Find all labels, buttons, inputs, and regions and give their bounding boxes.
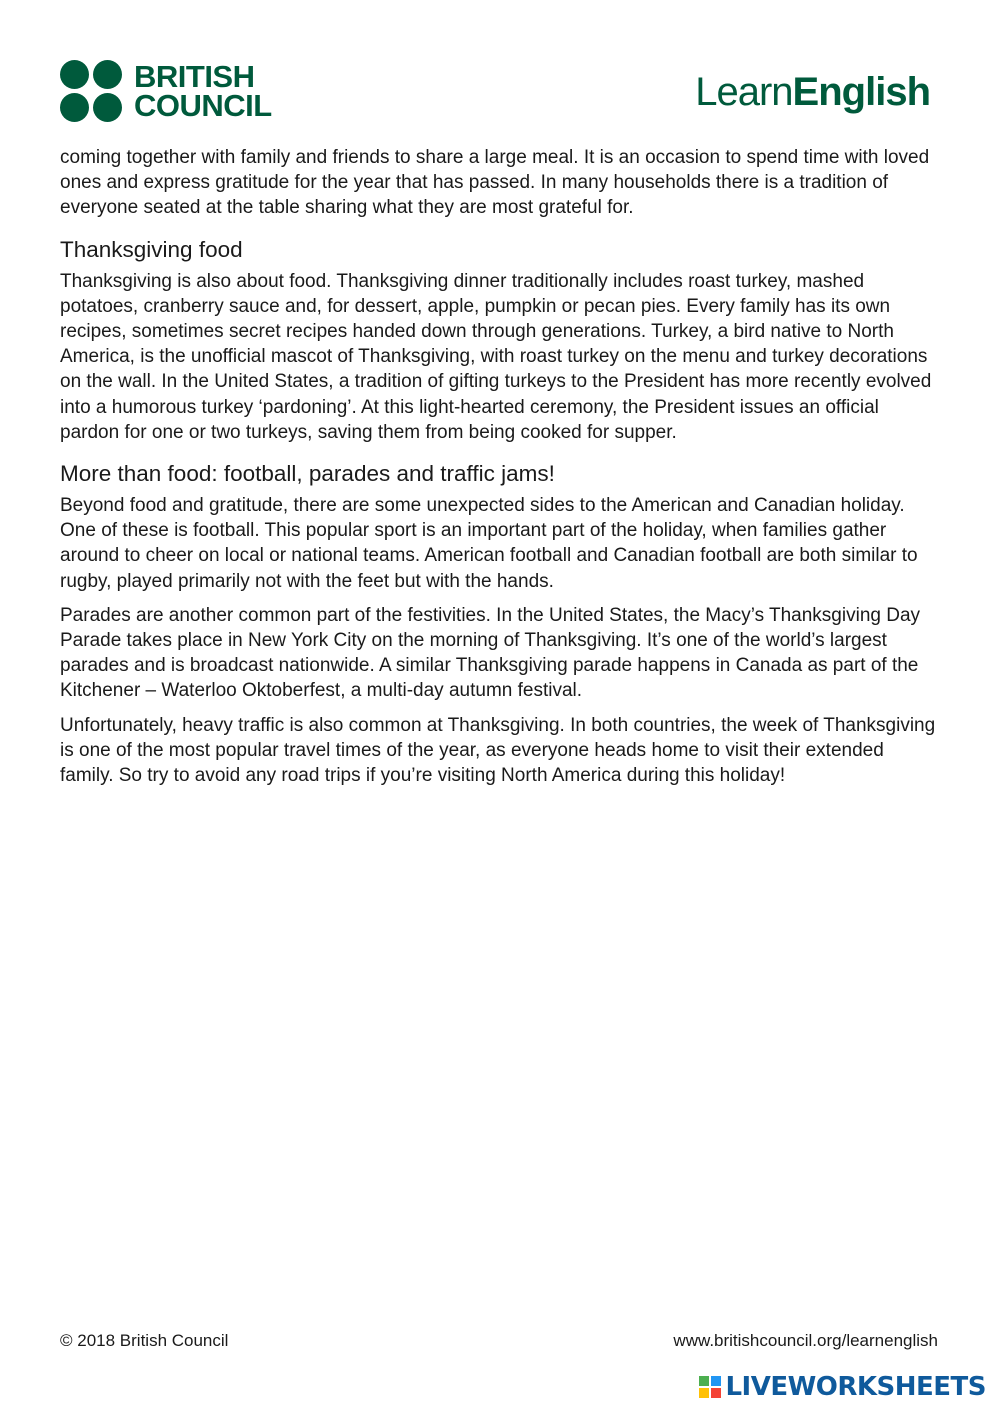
article-body <box>60 145 940 797</box>
british-council-dots-icon <box>60 60 122 122</box>
intro-paragraph: coming together with family and friends to share a large meal. It is an occasion to spend time with loved ones and express gratitude for the year that has passed. In many households there is a tradition of everyone seated at the table sharing what they are most grateful for. <box>60 147 930 219</box>
bc-logo-line1: BRITISH <box>134 59 255 94</box>
footer-url[interactable]: www.britishcouncil.org/learnenglish <box>673 1331 938 1350</box>
football-paragraph: Beyond food and gratitude, there are some unexpected sides to the American and Canadian holiday. One of these is football. This popular sport is an important part of the holiday, when families gather around to cheer on local or national teams. American football and Canadian football are both similar to rugby, played primarily not with the feet but with the hands. <box>60 495 918 592</box>
learnenglish-english: English <box>792 70 930 114</box>
liveworksheets-text: LIVEWORKSHEETS <box>725 1372 986 1402</box>
traffic-paragraph: Unfortunately, heavy traffic is also common at Thanksgiving. In both countries, the week of Thanksgiving is one of the most popular travel times of the year, as everyone heads home to visit their extended family. So try to avoid any road trips if you’re visiting North America during this holiday! <box>60 714 936 787</box>
learnenglish-learn: Learn <box>695 70 793 114</box>
liveworksheets-icon <box>699 1376 721 1398</box>
bc-logo-line2: COUNCIL <box>134 88 272 123</box>
liveworksheets-logo <box>699 1372 986 1402</box>
food-heading: Thanksgiving food <box>60 236 243 262</box>
food-paragraph: Thanksgiving is also about food. Thanksgiving dinner traditionally includes roast turkey, mashed potatoes, cranberry sauce and, for dessert, apple, pumpkin or pecan pies. Every family has its own recipes, sometimes secret recipes handed down through generations. Turkey, a bird native to North America, is the unofficial mascot of Thanksgiving, with roast turkey on the menu and turkey decorations on the wall. In the United States, a tradition of gifting turkeys to the President has more recently evolved into a humorous turkey ‘pardoning’. At this light-hearted ceremony, the President issues an official pardon for one or two turkeys, saving them from being cooked for supper. <box>60 270 932 443</box>
british-council-logo <box>60 60 272 122</box>
more-heading: More than food: football, parades and traffic jams! <box>60 461 555 487</box>
copyright: © 2018 British Council <box>60 1331 229 1350</box>
learnenglish-logo <box>695 70 930 115</box>
parades-paragraph: Parades are another common part of the festivities. In the United States, the Macy’s Thanksgiving Day Parade takes place in New York City on the morning of Thanksgiving. It’s one of the world’s largest parades and is broadcast nationwide. A similar Thanksgiving parade happens in Canada as part of the Kitchener – Waterloo Oktoberfest, a multi-day autumn festival. <box>60 604 921 702</box>
